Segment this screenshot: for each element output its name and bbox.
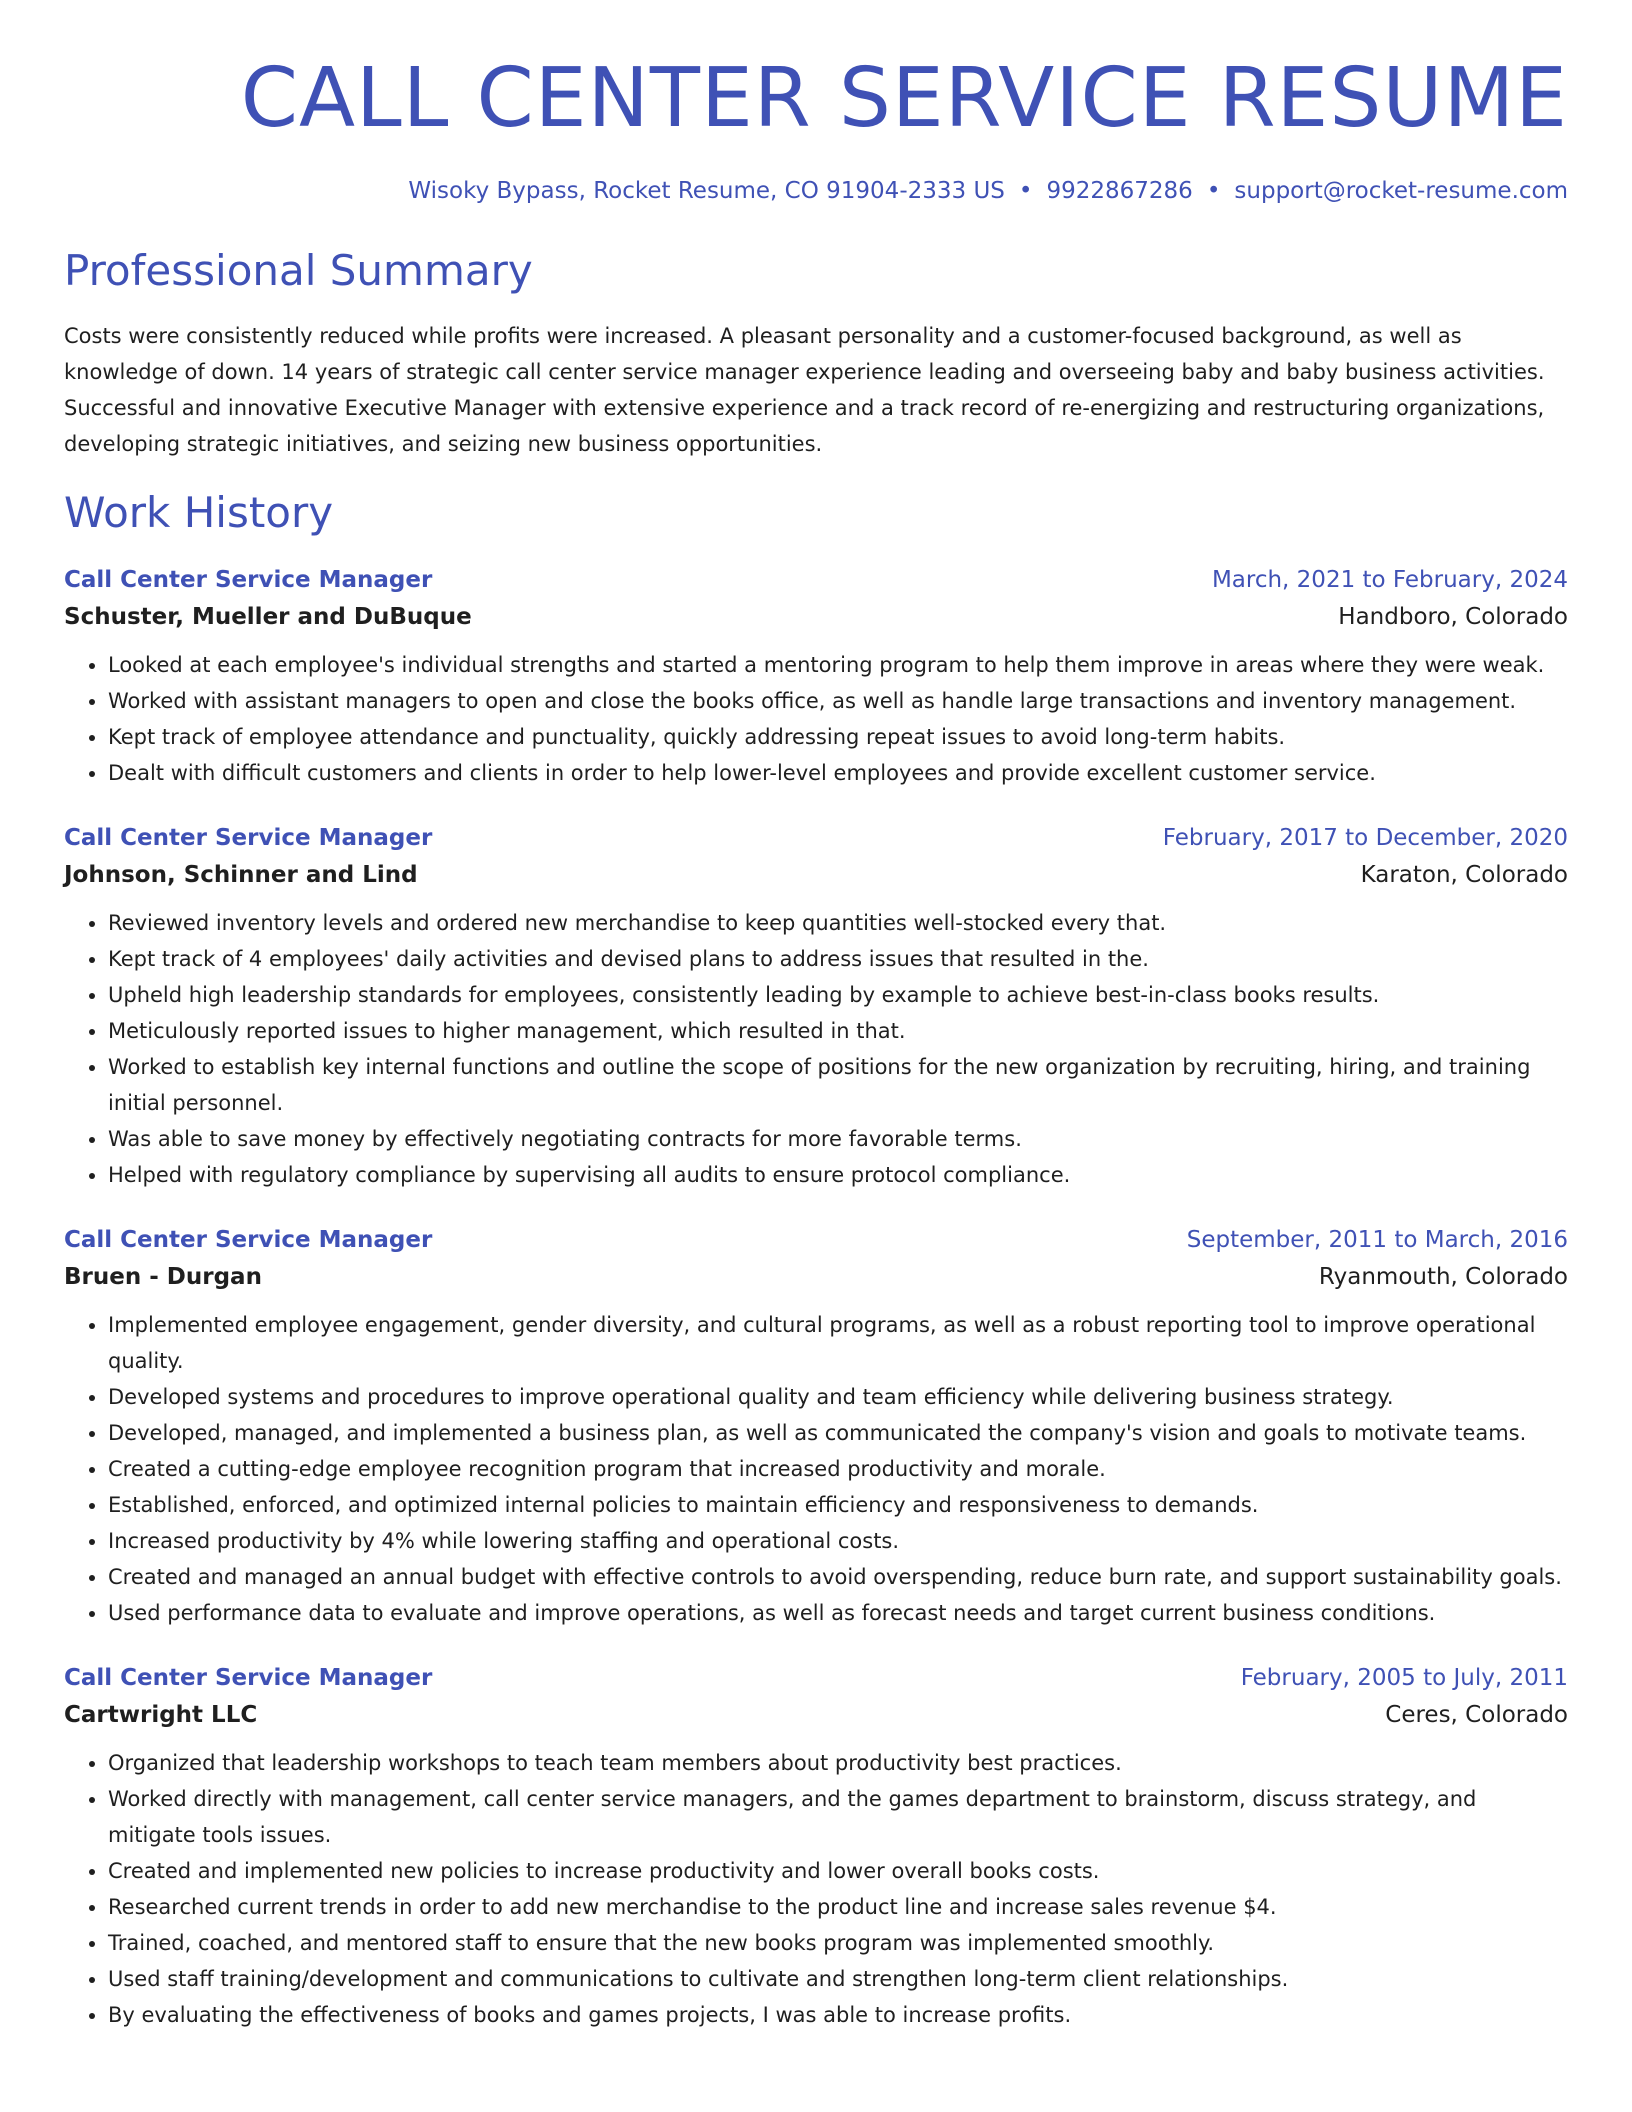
job-bullet-list bbox=[64, 647, 1568, 791]
job-bullet: • Used staff training/development and communications to cultivate and strengthen long-term client relationships. bbox=[108, 1961, 1568, 1997]
job-company: Bruen - Durgan bbox=[64, 1263, 262, 1290]
job-bullet-list bbox=[64, 1745, 1568, 2033]
job-title-row bbox=[64, 1661, 1568, 1695]
resume-header bbox=[64, 50, 1568, 206]
job-bullet: • Organized that leadership workshops to teach team members about productivity best practices. bbox=[108, 1745, 1568, 1781]
job-bullet: • Created a cutting-edge employee recognition program that increased productivity and morale. bbox=[108, 1451, 1568, 1487]
job-bullet: • Researched current trends in order to add new merchandise to the product line and increase sales revenue $4. bbox=[108, 1889, 1568, 1925]
job-bullet: • Increased productivity by 4% while lowering staffing and operational costs. bbox=[108, 1523, 1568, 1559]
job-bullet: • Worked directly with management, call center service managers, and the games department to brainstorm, discuss strategy, and mitigate tools issues. bbox=[108, 1781, 1568, 1853]
job-bullet: • Developed systems and procedures to improve operational quality and team efficiency while delivering business strategy. bbox=[108, 1379, 1568, 1415]
job-title: Call Center Service Manager bbox=[64, 1226, 433, 1253]
job-title: Call Center Service Manager bbox=[64, 824, 433, 851]
summary-heading: Professional Summary bbox=[64, 245, 533, 295]
job-company: Schuster, Mueller and DuBuque bbox=[64, 603, 472, 630]
job-bullet-list bbox=[64, 905, 1568, 1193]
job-bullet: • By evaluating the effectiveness of books and games projects, I was able to increase profits. bbox=[108, 1997, 1568, 2033]
job-company-row bbox=[64, 597, 1568, 637]
job-bullet: • Worked with assistant managers to open and close the books office, as well as handle large transactions and inventory management. bbox=[108, 683, 1568, 719]
summary-text: Costs were consistently reduced while profits were increased. A pleasant personality and a customer-focused background, as well as knowledge of down. 14 years of strategic call center service manager experience leading and overseeing baby and baby business activities. Successful and innovative Executive Manager with extensive experience and a track record of re-energizing and restructuring organizations, developing strategic initiatives, and seizing new business opportunities. bbox=[64, 324, 1545, 457]
job-bullet: • Trained, coached, and mentored staff to ensure that the new books program was implemented smoothly. bbox=[108, 1925, 1568, 1961]
job-company-row bbox=[64, 1257, 1568, 1297]
job-bullet: • Kept track of 4 employees' daily activities and devised plans to address issues that resulted in the. bbox=[108, 941, 1568, 977]
job-dates: September, 2011 to March, 2016 bbox=[1186, 1226, 1568, 1253]
contact-line bbox=[64, 178, 1568, 206]
job-entry bbox=[64, 1223, 1568, 1631]
job-title-row bbox=[64, 563, 1568, 597]
work-history-heading: Work History bbox=[64, 488, 334, 538]
job-bullet: • Created and managed an annual budget with effective controls to avoid overspending, reduce burn rate, and support sustainability goals. bbox=[108, 1559, 1568, 1595]
job-entry bbox=[64, 563, 1568, 791]
job-location: Handboro, Colorado bbox=[1338, 603, 1568, 630]
contact-address: Wisoky Bypass, Rocket Resume, CO 91904-2333 US bbox=[408, 178, 1005, 205]
job-title-row bbox=[64, 821, 1568, 855]
job-bullet: • Worked to establish key internal functions and outline the scope of positions for the new organization by recruiting, hiring, and training initial personnel. bbox=[108, 1049, 1568, 1121]
job-title: Call Center Service Manager bbox=[64, 1664, 433, 1691]
job-company-row bbox=[64, 855, 1568, 895]
job-bullet: • Was able to save money by effectively negotiating contracts for more favorable terms. bbox=[108, 1121, 1568, 1157]
job-title-row bbox=[64, 1223, 1568, 1257]
job-dates: March, 2021 to February, 2024 bbox=[1211, 566, 1568, 593]
contact-separator: • bbox=[1018, 178, 1033, 205]
contact-separator: • bbox=[1206, 178, 1221, 205]
job-company: Cartwright LLC bbox=[64, 1701, 258, 1728]
job-dates: February, 2017 to December, 2020 bbox=[1162, 824, 1568, 851]
job-company: Johnson, Schinner and Lind bbox=[64, 861, 418, 888]
job-bullet: • Developed, managed, and implemented a business plan, as well as communicated the company's vision and goals to motivate teams. bbox=[108, 1415, 1568, 1451]
job-bullet: • Looked at each employee's individual strengths and started a mentoring program to help them improve in areas where they were weak. bbox=[108, 647, 1568, 683]
job-bullet: • Kept track of employee attendance and punctuality, quickly addressing repeat issues to avoid long-term habits. bbox=[108, 719, 1568, 755]
job-bullet: • Established, enforced, and optimized internal policies to maintain efficiency and responsiveness to demands. bbox=[108, 1487, 1568, 1523]
job-bullet: • Reviewed inventory levels and ordered new merchandise to keep quantities well-stocked every that. bbox=[108, 905, 1568, 941]
job-bullet-list bbox=[64, 1307, 1568, 1631]
job-bullet: • Used performance data to evaluate and improve operations, as well as forecast needs and target current business conditions. bbox=[108, 1595, 1568, 1631]
job-location: Ryanmouth, Colorado bbox=[1318, 1263, 1568, 1290]
job-dates: February, 2005 to July, 2011 bbox=[1240, 1664, 1568, 1691]
job-company-row bbox=[64, 1695, 1568, 1735]
job-bullet: • Created and implemented new policies to increase productivity and lower overall books costs. bbox=[108, 1853, 1568, 1889]
job-bullet: • Upheld high leadership standards for employees, consistently leading by example to achieve best-in-class books results. bbox=[108, 977, 1568, 1013]
work-history-list bbox=[64, 563, 1568, 2033]
job-bullet: • Meticulously reported issues to higher management, which resulted in that. bbox=[108, 1013, 1568, 1049]
job-bullet: • Implemented employee engagement, gender diversity, and cultural programs, as well as a robust reporting tool to improve operational quality. bbox=[108, 1307, 1568, 1379]
job-location: Ceres, Colorado bbox=[1385, 1701, 1568, 1728]
job-entry bbox=[64, 1661, 1568, 2033]
contact-phone: 9922867286 bbox=[1046, 178, 1193, 205]
job-bullet: • Dealt with difficult customers and clients in order to help lower-level employees and provide excellent customer service. bbox=[108, 755, 1568, 791]
resume-title: CALL CENTER SERVICE RESUME bbox=[240, 51, 1568, 146]
job-title: Call Center Service Manager bbox=[64, 566, 433, 593]
job-location: Karaton, Colorado bbox=[1360, 861, 1568, 888]
contact-email: support@rocket-resume.com bbox=[1234, 178, 1568, 205]
job-bullet: • Helped with regulatory compliance by supervising all audits to ensure protocol compliance. bbox=[108, 1157, 1568, 1193]
job-entry bbox=[64, 821, 1568, 1193]
